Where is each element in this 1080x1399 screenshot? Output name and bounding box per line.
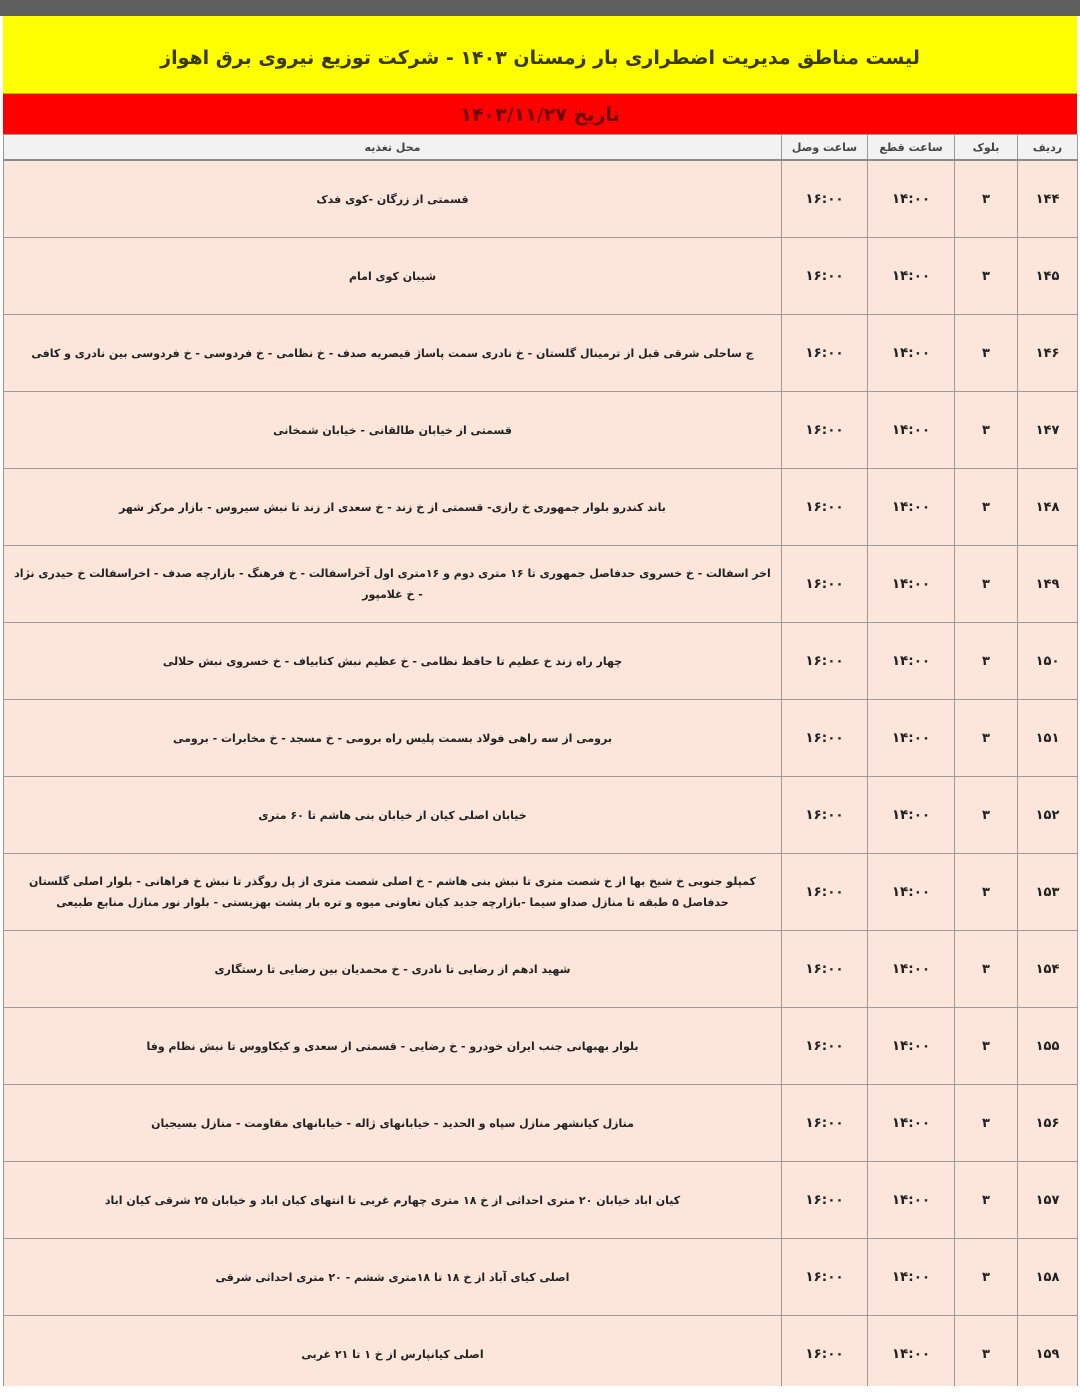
connect-time-cell: ۱۶:۰۰	[782, 392, 868, 469]
connect-time-cell: ۱۶:۰۰	[782, 469, 868, 546]
connect-time-cell: ۱۶:۰۰	[782, 931, 868, 1008]
table-row	[4, 392, 1078, 469]
block-cell: ۳	[955, 469, 1018, 546]
cut-time-cell: ۱۴:۰۰	[868, 160, 955, 238]
location-cell: قسمتی از خیابان طالقانی - خیابان شمخانی	[4, 392, 782, 469]
column-header-connect-time: ساعت وصل	[782, 135, 868, 161]
row-number-cell: ۱۵۱	[1018, 700, 1078, 777]
block-cell: ۳	[955, 1085, 1018, 1162]
block-cell: ۳	[955, 1162, 1018, 1239]
bottom-margin	[0, 1386, 1080, 1399]
row-number-cell: ۱۵۲	[1018, 777, 1078, 854]
row-number-cell: ۱۴۵	[1018, 238, 1078, 315]
cut-time-cell: ۱۴:۰۰	[868, 469, 955, 546]
row-number-cell: ۱۵۵	[1018, 1008, 1078, 1085]
row-number-cell: ۱۴۴	[1018, 160, 1078, 238]
row-number-cell: ۱۴۸	[1018, 469, 1078, 546]
table-row	[4, 1239, 1078, 1316]
location-cell: شیبان کوی امام	[4, 238, 782, 315]
table-row	[4, 623, 1078, 700]
row-number-cell: ۱۵۹	[1018, 1316, 1078, 1393]
block-cell: ۳	[955, 392, 1018, 469]
connect-time-cell: ۱۶:۰۰	[782, 777, 868, 854]
column-header-location: محل تغذیه	[4, 135, 782, 161]
row-number-cell: ۱۵۳	[1018, 854, 1078, 931]
block-cell: ۳	[955, 777, 1018, 854]
cut-time-cell: ۱۴:۰۰	[868, 392, 955, 469]
block-cell: ۳	[955, 1008, 1018, 1085]
location-cell: خیابان اصلی کیان از خیابان بنی هاشم تا ۶۰ متری	[4, 777, 782, 854]
connect-time-cell: ۱۶:۰۰	[782, 1239, 868, 1316]
block-cell: ۳	[955, 623, 1018, 700]
table-row	[4, 1162, 1078, 1239]
connect-time-cell: ۱۶:۰۰	[782, 854, 868, 931]
table-row	[4, 700, 1078, 777]
block-cell: ۳	[955, 315, 1018, 392]
date-banner	[3, 94, 1077, 134]
table-row	[4, 546, 1078, 623]
block-cell: ۳	[955, 1316, 1018, 1393]
block-cell: ۳	[955, 931, 1018, 1008]
connect-time-cell: ۱۶:۰۰	[782, 1085, 868, 1162]
location-cell: باند کندرو بلوار جمهوری خ رازی- قسمتی از خ زند - خ سعدی از زند تا نبش سیروس - بازار مرکز شهر	[4, 469, 782, 546]
table-row	[4, 469, 1078, 546]
table-row	[4, 238, 1078, 315]
location-cell: کمپلو جنوبی خ شیخ بها از خ شصت متری تا نبش بنی هاشم - خ اصلی شصت متری از پل روگذر تا نبش خ فراهانی - بلوار اصلی گلستان حدفاصل ۵ طبقه تا منازل صداو سیما -بازارچه جدید کیان تعاونی میوه و تره بار پشت بهزیستی - بلوار نور منازل منابع طبیعی	[4, 854, 782, 931]
column-header-cut-time: ساعت قطع	[868, 135, 955, 161]
cut-time-cell: ۱۴:۰۰	[868, 1162, 955, 1239]
table-row	[4, 777, 1078, 854]
table-row	[4, 931, 1078, 1008]
block-cell: ۳	[955, 546, 1018, 623]
row-number-cell: ۱۵۸	[1018, 1239, 1078, 1316]
connect-time-cell: ۱۶:۰۰	[782, 160, 868, 238]
location-cell: کیان اباد خیابان ۲۰ متری احداثی از خ ۱۸ متری چهارم غربی تا انتهای کیان اباد و خیابان ۲۵ شرقی کیان اباد	[4, 1162, 782, 1239]
cut-time-cell: ۱۴:۰۰	[868, 931, 955, 1008]
location-cell: شهید ادهم از رضایی تا نادری - خ محمدیان بین رضایی تا رستگاری	[4, 931, 782, 1008]
row-number-cell: ۱۴۶	[1018, 315, 1078, 392]
title-banner	[3, 16, 1077, 94]
connect-time-cell: ۱۶:۰۰	[782, 315, 868, 392]
cut-time-cell: ۱۴:۰۰	[868, 546, 955, 623]
table-row	[4, 1316, 1078, 1393]
cut-time-cell: ۱۴:۰۰	[868, 238, 955, 315]
block-cell: ۳	[955, 1239, 1018, 1316]
cut-time-cell: ۱۴:۰۰	[868, 623, 955, 700]
table-row	[4, 1085, 1078, 1162]
cut-time-cell: ۱۴:۰۰	[868, 1316, 955, 1393]
location-cell: منازل کیانشهر منازل سپاه و الحدید - خیابانهای ژاله - خیابانهای مقاومت - منازل بسیجیان	[4, 1085, 782, 1162]
cut-time-cell: ۱۴:۰۰	[868, 700, 955, 777]
block-cell: ۳	[955, 854, 1018, 931]
column-header-block: بلوک	[955, 135, 1018, 161]
row-number-cell: ۱۵۷	[1018, 1162, 1078, 1239]
table-row	[4, 854, 1078, 931]
location-cell: چهار راه زند خ عظیم تا حافظ نظامی - خ عظیم نبش کتابیاف - خ خسروی نبش حلالی	[4, 623, 782, 700]
location-cell: اصلی کیانپارس از خ ۱ تا ۲۱ غربی	[4, 1316, 782, 1393]
column-header-row-number: ردیف	[1018, 135, 1078, 161]
connect-time-cell: ۱۶:۰۰	[782, 1316, 868, 1393]
connect-time-cell: ۱۶:۰۰	[782, 1162, 868, 1239]
row-number-cell: ۱۵۰	[1018, 623, 1078, 700]
cut-time-cell: ۱۴:۰۰	[868, 777, 955, 854]
connect-time-cell: ۱۶:۰۰	[782, 546, 868, 623]
location-cell: بلوار بهبهانی جنب ایران خودرو - خ رضایی - قسمتی از سعدی و کیکاووس تا نبش نظام وفا	[4, 1008, 782, 1085]
connect-time-cell: ۱۶:۰۰	[782, 238, 868, 315]
top-bar	[0, 0, 1080, 16]
cut-time-cell: ۱۴:۰۰	[868, 1239, 955, 1316]
location-cell: برومی از سه راهی فولاد بسمت پلیس راه برومی - خ مسجد - خ مخابرات - برومی	[4, 700, 782, 777]
connect-time-cell: ۱۶:۰۰	[782, 700, 868, 777]
table-row	[4, 160, 1078, 238]
block-cell: ۳	[955, 700, 1018, 777]
cut-time-cell: ۱۴:۰۰	[868, 1085, 955, 1162]
row-number-cell: ۱۴۷	[1018, 392, 1078, 469]
location-cell: اصلی کیای آباد از خ ۱۸ تا ۱۸متری ششم - ۲۰ متری احداثی شرقی	[4, 1239, 782, 1316]
document-date: تاریخ ۱۴۰۳/۱۱/۲۷	[460, 104, 620, 126]
table-row	[4, 1008, 1078, 1085]
location-cell: اخر اسفالت - خ خسروی حدفاصل جمهوری تا ۱۶ متری دوم و ۱۶متری اول آخراسفالت - خ فرهنگ - بازارچه صدف - اخراسفالت خ حیدری نژاد - خ غلامپور	[4, 546, 782, 623]
block-cell: ۳	[955, 160, 1018, 238]
block-cell: ۳	[955, 238, 1018, 315]
document-title: لیست مناطق مدیریت اضطراری بار زمستان ۱۴۰۳ - شرکت توزیع نیروی برق اهواز	[160, 46, 920, 69]
location-cell: ج ساحلی شرقی قبل از ترمینال گلستان - خ نادری سمت پاساژ قیصریه صدف - خ نظامی - خ فردوسی - خ فردوسی بین نادری و کافی	[4, 315, 782, 392]
connect-time-cell: ۱۶:۰۰	[782, 1008, 868, 1085]
cut-time-cell: ۱۴:۰۰	[868, 315, 955, 392]
row-number-cell: ۱۵۴	[1018, 931, 1078, 1008]
outage-schedule-table	[3, 134, 1078, 1393]
cut-time-cell: ۱۴:۰۰	[868, 1008, 955, 1085]
location-cell: قسمتی از زرگان -کوی فدک	[4, 160, 782, 238]
connect-time-cell: ۱۶:۰۰	[782, 623, 868, 700]
cut-time-cell: ۱۴:۰۰	[868, 854, 955, 931]
row-number-cell: ۱۴۹	[1018, 546, 1078, 623]
table-header-row	[4, 135, 1078, 161]
row-number-cell: ۱۵۶	[1018, 1085, 1078, 1162]
table-row	[4, 315, 1078, 392]
